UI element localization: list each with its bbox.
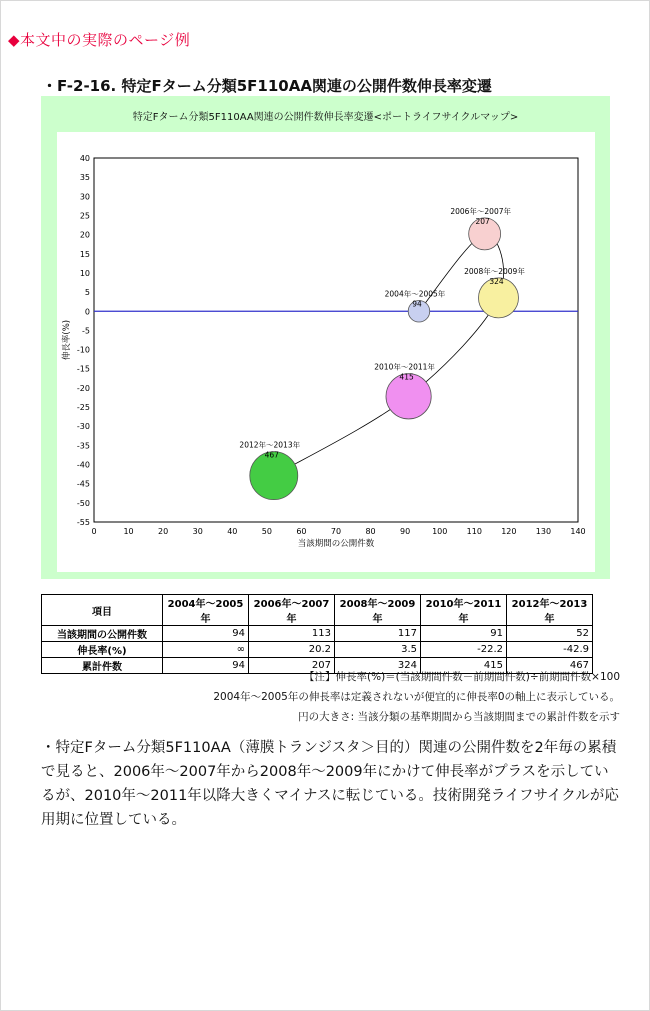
bubble-period-label: 2010年～2011年	[374, 362, 435, 372]
x-tick-label: 80	[365, 527, 376, 536]
y-tick-label: -10	[76, 345, 90, 355]
table-cell: 94	[163, 658, 249, 674]
y-tick-label: -20	[76, 383, 90, 393]
note-line: 円の大きさ: 当該分類の基準期間から当該期間までの累計件数を示す	[298, 711, 620, 723]
table-cell: 20.2	[249, 642, 335, 658]
bubble-count-label: 467	[264, 450, 279, 460]
y-tick-label: 25	[79, 211, 90, 221]
header-cell: 2012年～2013年	[507, 595, 593, 626]
x-tick-label: 140	[570, 527, 586, 536]
y-tick-label: -35	[76, 441, 90, 451]
header-cell: 2010年～2011年	[421, 595, 507, 626]
chart-notes	[213, 667, 620, 727]
x-tick-label: 90	[400, 527, 411, 536]
y-tick-label: -40	[76, 460, 90, 470]
x-axis-label: 当該期間の公開件数	[297, 539, 375, 549]
body-paragraph: ・特定Fターム分類5F110AA（薄膜トランジスタ＞目的）関連の公開件数を2年毎の累積で見ると、2006年～2007年から2008年～2009年にかけて伸長率がプラスを示しているが、2010年～2011年以降大きくマイナスに転じている。技術開発ライフサイクルが応用期に位置している。	[41, 740, 619, 828]
x-tick-label: 120	[501, 527, 517, 536]
bubble-count-label: 324	[489, 276, 504, 286]
bubble-period-label: 2008年～2009年	[464, 266, 525, 276]
bubble-count-label: 207	[475, 216, 490, 226]
bubble-count-label: 94	[412, 299, 422, 309]
table-cell: -22.2	[421, 642, 507, 658]
table-cell: 113	[249, 626, 335, 642]
table-row	[42, 642, 593, 658]
y-tick-label: 40	[79, 154, 90, 163]
table-cell: 467	[507, 658, 593, 674]
x-tick-label: 20	[158, 527, 169, 536]
y-tick-label: -25	[76, 403, 90, 413]
bubble-chart	[41, 96, 610, 579]
row-label: 伸長率(%)	[42, 642, 163, 658]
y-tick-label: 0	[84, 307, 90, 317]
header-cell: 2004年～2005年	[163, 595, 249, 626]
header-cell: 2008年～2009年	[335, 595, 421, 626]
x-tick-label: 100	[432, 527, 448, 536]
x-tick-label: 60	[296, 527, 307, 536]
bubble-period-label: 2004年～2005年	[384, 289, 446, 299]
x-tick-label: 50	[261, 527, 272, 536]
x-tick-label: 0	[91, 527, 97, 536]
bubble-count-label: 415	[399, 372, 414, 382]
y-tick-label: 30	[79, 192, 90, 202]
y-tick-label: 20	[79, 230, 90, 240]
row-label: 当該期間の公開件数	[42, 626, 163, 642]
table-cell: 94	[163, 626, 249, 642]
table-row	[42, 626, 593, 642]
y-axis-label: 伸長率(%)	[62, 319, 72, 361]
y-tick-label: -50	[76, 498, 90, 508]
chart-panel	[41, 96, 610, 579]
table-cell: 117	[335, 626, 421, 642]
y-tick-label: -5	[82, 326, 90, 336]
note-line: 2004年～2005年の伸長率は定義されないが便宜的に伸長率0の軸上に表示している。	[213, 691, 620, 703]
y-tick-label: 5	[84, 288, 90, 298]
table-header-row	[42, 595, 593, 626]
header-cell: 項目	[42, 595, 163, 626]
y-tick-label: -30	[76, 422, 90, 432]
y-tick-label: -55	[76, 518, 90, 527]
table-cell: 415	[421, 658, 507, 674]
bubble-period-label: 2006年～2007年	[450, 206, 512, 216]
figure-title: ・F-2-16. 特定Fターム分類5F110AA関連の公開件数伸長率変遷	[42, 77, 492, 95]
table-cell: 52	[507, 626, 593, 642]
table-cell: ∞	[163, 642, 249, 658]
data-table	[41, 594, 593, 674]
x-tick-label: 40	[227, 527, 238, 536]
note-line: 【注】伸長率(%)＝(当該期間件数－前期間件数)÷前期間件数×100	[304, 671, 620, 683]
x-tick-label: 10	[123, 527, 134, 536]
section-header: ◆本文中の実際のページ例	[8, 31, 191, 49]
y-tick-label: -15	[76, 364, 90, 374]
x-tick-label: 30	[192, 527, 203, 536]
x-tick-label: 110	[466, 527, 482, 536]
y-tick-label: -45	[76, 479, 90, 489]
y-tick-label: 15	[79, 249, 90, 259]
row-label: 累計件数	[42, 658, 163, 674]
x-tick-label: 70	[330, 527, 342, 536]
table-cell: 91	[421, 626, 507, 642]
bubble-period-label: 2012年～2013年	[239, 440, 301, 450]
y-tick-label: 35	[79, 173, 90, 183]
y-tick-label: 10	[79, 268, 90, 278]
x-tick-label: 130	[535, 527, 552, 536]
chart-title: 特定Fターム分類5F110AA関連の公開件数伸長率変遷<ポートライフサイクルマップ>	[132, 112, 519, 123]
table-cell: 324	[335, 658, 421, 674]
table-cell: -42.9	[507, 642, 593, 658]
header-cell: 2006年～2007年	[249, 595, 335, 626]
table-cell: 207	[249, 658, 335, 674]
table-cell: 3.5	[335, 642, 421, 658]
